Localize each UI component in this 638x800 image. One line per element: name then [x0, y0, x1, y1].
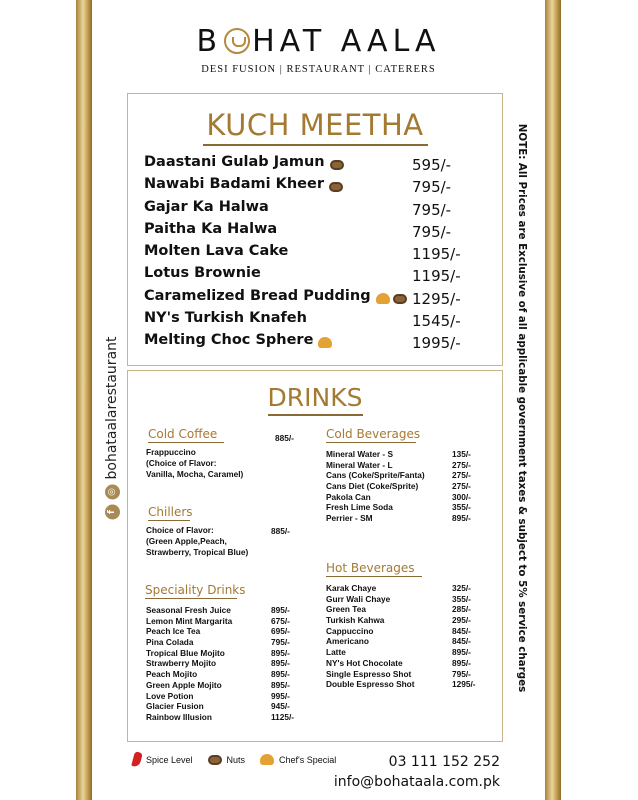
title-divider [268, 414, 363, 416]
menu-item [326, 470, 486, 481]
menu-item-price: 895/- [271, 679, 290, 690]
menu-item-name: Peach Ice Tea [146, 626, 201, 637]
chillers-details [146, 525, 248, 558]
gold-border-left [76, 0, 92, 800]
menu-item-name: Cans Diet (Coke/Sprite) [326, 481, 419, 492]
menu-item-price: 325/- [452, 583, 471, 593]
social-handle [100, 330, 124, 526]
dessert-name: Paitha Ka Halwa [144, 220, 278, 237]
menu-item-name: NY's Hot Chocolate [326, 657, 403, 668]
hot-beverages-title: Hot Beverages [326, 561, 422, 577]
menu-item-price: 300/- [452, 491, 471, 502]
menu-item-name: Mineral Water - S [326, 449, 394, 459]
cold-beverages-list [326, 449, 486, 524]
menu-item-name: Rainbow Illusion [146, 711, 212, 722]
cold-beverages-title: Cold Beverages [326, 427, 421, 441]
menu-item [146, 648, 306, 659]
menu-item [146, 637, 306, 648]
dessert-price: 1195/- [412, 245, 461, 264]
cold-coffee-details [146, 447, 243, 480]
dessert-name: Daastani Gulab Jamun [144, 154, 325, 170]
chillers-title: Chillers [148, 505, 193, 519]
menu-item-name: Americano [326, 636, 369, 647]
dessert-price: 795/- [412, 200, 452, 219]
nut-icon [208, 755, 222, 765]
menu-item-name: Peach Mojito [146, 669, 198, 680]
menu-item-price: 845/- [452, 625, 471, 636]
menu-item-name: Double Espresso Shot [326, 679, 415, 690]
menu-item [146, 669, 306, 680]
brand-name-start: B [196, 24, 223, 59]
menu-item [326, 669, 486, 680]
dessert-item [144, 176, 460, 198]
kuch-meetha-panel [127, 93, 503, 366]
menu-item-price: 895/- [271, 605, 290, 615]
menu-item-name: Cans (Coke/Sprite/Fanta) [326, 470, 425, 481]
chillers-line: (Green Apple,Peach, [146, 536, 227, 546]
speciality-drinks-title: Speciality Drinks [145, 583, 246, 597]
menu-item-name: Pakola Can [326, 491, 371, 502]
dessert-item [144, 265, 460, 287]
dessert-price: 1995/- [412, 334, 461, 353]
menu-item-name: Perrier - SM [326, 513, 373, 524]
dessert-name: Caramelized Bread Pudding [144, 287, 371, 304]
gold-border-right [545, 0, 561, 800]
menu-item-price: 355/- [452, 593, 471, 604]
menu-item [326, 636, 486, 647]
cold-coffee-line: Frappuccino [146, 447, 196, 457]
menu-item [326, 449, 486, 460]
menu-item [326, 502, 486, 513]
menu-item-name: Fresh Lime Soda [326, 502, 393, 513]
chef-hat-icon [318, 337, 332, 348]
menu-item [326, 604, 486, 615]
menu-item [326, 460, 486, 471]
dessert-name: NY's Turkish Knafeh [144, 310, 307, 327]
menu-item-price: 675/- [271, 615, 290, 626]
dessert-item [144, 243, 460, 265]
contact-info [330, 752, 500, 792]
menu-item-name: Strawberry Mojito [146, 658, 217, 669]
menu-item-price: 275/- [452, 470, 471, 481]
menu-item [146, 626, 306, 637]
menu-item [146, 691, 306, 702]
chillers-line: Strawberry, Tropical Blue) [146, 547, 249, 557]
menu-item [326, 647, 486, 658]
dessert-name: Melting Choc Sphere [144, 332, 314, 349]
kuch-meetha-title: KUCH MEETHA [206, 108, 424, 142]
menu-item-price: 355/- [452, 502, 471, 513]
menu-item-price: 995/- [271, 690, 290, 701]
menu-item [326, 658, 486, 669]
menu-item-name: Lemon Mint Margarita [146, 615, 233, 626]
menu-item [146, 701, 306, 712]
email-address[interactable]: info@bohataala.com.pk [333, 774, 500, 790]
menu-item-price: 275/- [452, 481, 471, 492]
menu-item-price: 795/- [271, 637, 290, 648]
dessert-name: Nawabi Badami Kheer [144, 176, 325, 193]
logo-emblem-icon [224, 28, 250, 54]
brand-name-end: HAT AALA [252, 24, 441, 59]
menu-item-price: 895/- [271, 658, 290, 669]
dessert-price: 1545/- [412, 312, 461, 331]
menu-item-name: Cappuccino [326, 625, 374, 636]
legend-spice-label: Spice Level [146, 754, 193, 765]
menu-item-name: Latte [326, 647, 346, 658]
menu-item [146, 605, 306, 616]
dessert-item [144, 199, 460, 221]
cold-coffee-line: (Choice of Flavor: [146, 458, 217, 468]
legend-chef-label: Chef's Special [279, 754, 337, 765]
instagram-icon[interactable]: ◎ [105, 485, 120, 500]
social-handle-text: bohataalarestaurant [104, 336, 120, 480]
menu-item-name: Glacier Fusion [146, 701, 204, 712]
dessert-item [144, 221, 460, 243]
dessert-price: 795/- [412, 222, 452, 241]
dessert-item [144, 332, 460, 354]
title-divider [203, 144, 428, 146]
header [92, 22, 545, 75]
menu-item-price: 895/- [452, 513, 471, 524]
menu-item-price: 895/- [271, 669, 290, 680]
menu-item-name: Single Espresso Shot [326, 668, 412, 679]
dessert-item [144, 154, 460, 176]
legend-nuts-label: Nuts [226, 754, 246, 765]
menu-item [326, 492, 486, 503]
menu-item-price: 695/- [271, 626, 290, 637]
cold-coffee-line: Vanilla, Mocha, Caramel) [146, 469, 244, 479]
dessert-price: 595/- [412, 156, 452, 174]
menu-item-price: 285/- [452, 604, 471, 615]
legend [130, 752, 348, 767]
speciality-drinks-list [146, 605, 306, 723]
chilli-icon [131, 751, 143, 768]
menu-item-price: 295/- [452, 615, 471, 626]
menu-item [326, 679, 486, 690]
dessert-name: Lotus Brownie [144, 265, 261, 282]
menu-item [326, 626, 486, 637]
menu-item [146, 658, 306, 669]
menu-item-name: Tropical Blue Mojito [146, 647, 225, 658]
menu-item [326, 615, 486, 626]
brand-logo [92, 22, 545, 62]
menu-item-price: 845/- [452, 636, 471, 647]
menu-item-price: 275/- [452, 459, 471, 470]
nut-icon [330, 160, 344, 170]
menu-item [146, 712, 306, 723]
menu-item [326, 583, 486, 594]
dessert-price: 795/- [412, 178, 452, 197]
dessert-list [144, 154, 460, 355]
dessert-item [144, 288, 460, 310]
drinks-title: DRINKS [267, 383, 363, 412]
dessert-price: 1195/- [412, 267, 461, 286]
menu-item-name: Mineral Water - L [326, 459, 393, 470]
menu-item-price: 945/- [271, 701, 290, 712]
menu-item-price: 1295/- [452, 679, 476, 690]
chef-hat-icon [376, 293, 390, 304]
menu-item-price: 135/- [452, 449, 471, 459]
chillers-line: Choice of Flavor: [146, 525, 214, 535]
menu-item-name: Green Tea [326, 604, 366, 615]
dessert-price: 1295/- [412, 289, 461, 308]
menu-item [146, 680, 306, 691]
price-note-text: NOTE: All Prices are Exclusive of all applicable government taxes & subject to 5% service charges [516, 123, 528, 693]
menu-item-name: Karak Chaye [326, 583, 377, 593]
drinks-panel [127, 370, 503, 742]
menu-item [326, 513, 486, 524]
dessert-name: Molten Lava Cake [144, 243, 289, 260]
phone-number[interactable]: 03 111 152 252 [388, 754, 500, 770]
menu-item [326, 481, 486, 492]
menu-item-name: Seasonal Fresh Juice [146, 605, 231, 615]
hot-beverages-list [326, 583, 486, 690]
tagline: DESI FUSION | RESTAURANT | CATERERS [201, 64, 436, 75]
menu-item [146, 616, 306, 627]
menu-item-price: 795/- [452, 668, 471, 679]
facebook-icon[interactable]: f [105, 505, 120, 520]
menu-item-price: 895/- [452, 657, 471, 668]
menu-item-name: Love Potion [146, 690, 194, 701]
dessert-name: Gajar Ka Halwa [144, 198, 269, 215]
nut-icon [329, 182, 343, 192]
dessert-item [144, 310, 460, 332]
nut-icon [393, 294, 407, 304]
cold-coffee-title: Cold Coffee [148, 427, 224, 443]
chillers-price: 885/- [271, 526, 290, 536]
menu-item-price: 1125/- [271, 711, 295, 722]
menu-item-name: Green Apple Mojito [146, 679, 222, 690]
menu-item-price: 895/- [271, 647, 290, 658]
menu-item-name: Gurr Wali Chaye [326, 593, 391, 604]
menu-item-price: 895/- [452, 647, 471, 658]
menu-item-name: Pina Colada [146, 637, 194, 648]
chef-hat-icon [260, 754, 274, 765]
cold-coffee-price: 885/- [275, 433, 294, 443]
menu-item-name: Turkish Kahwa [326, 615, 385, 626]
menu-item [326, 594, 486, 605]
